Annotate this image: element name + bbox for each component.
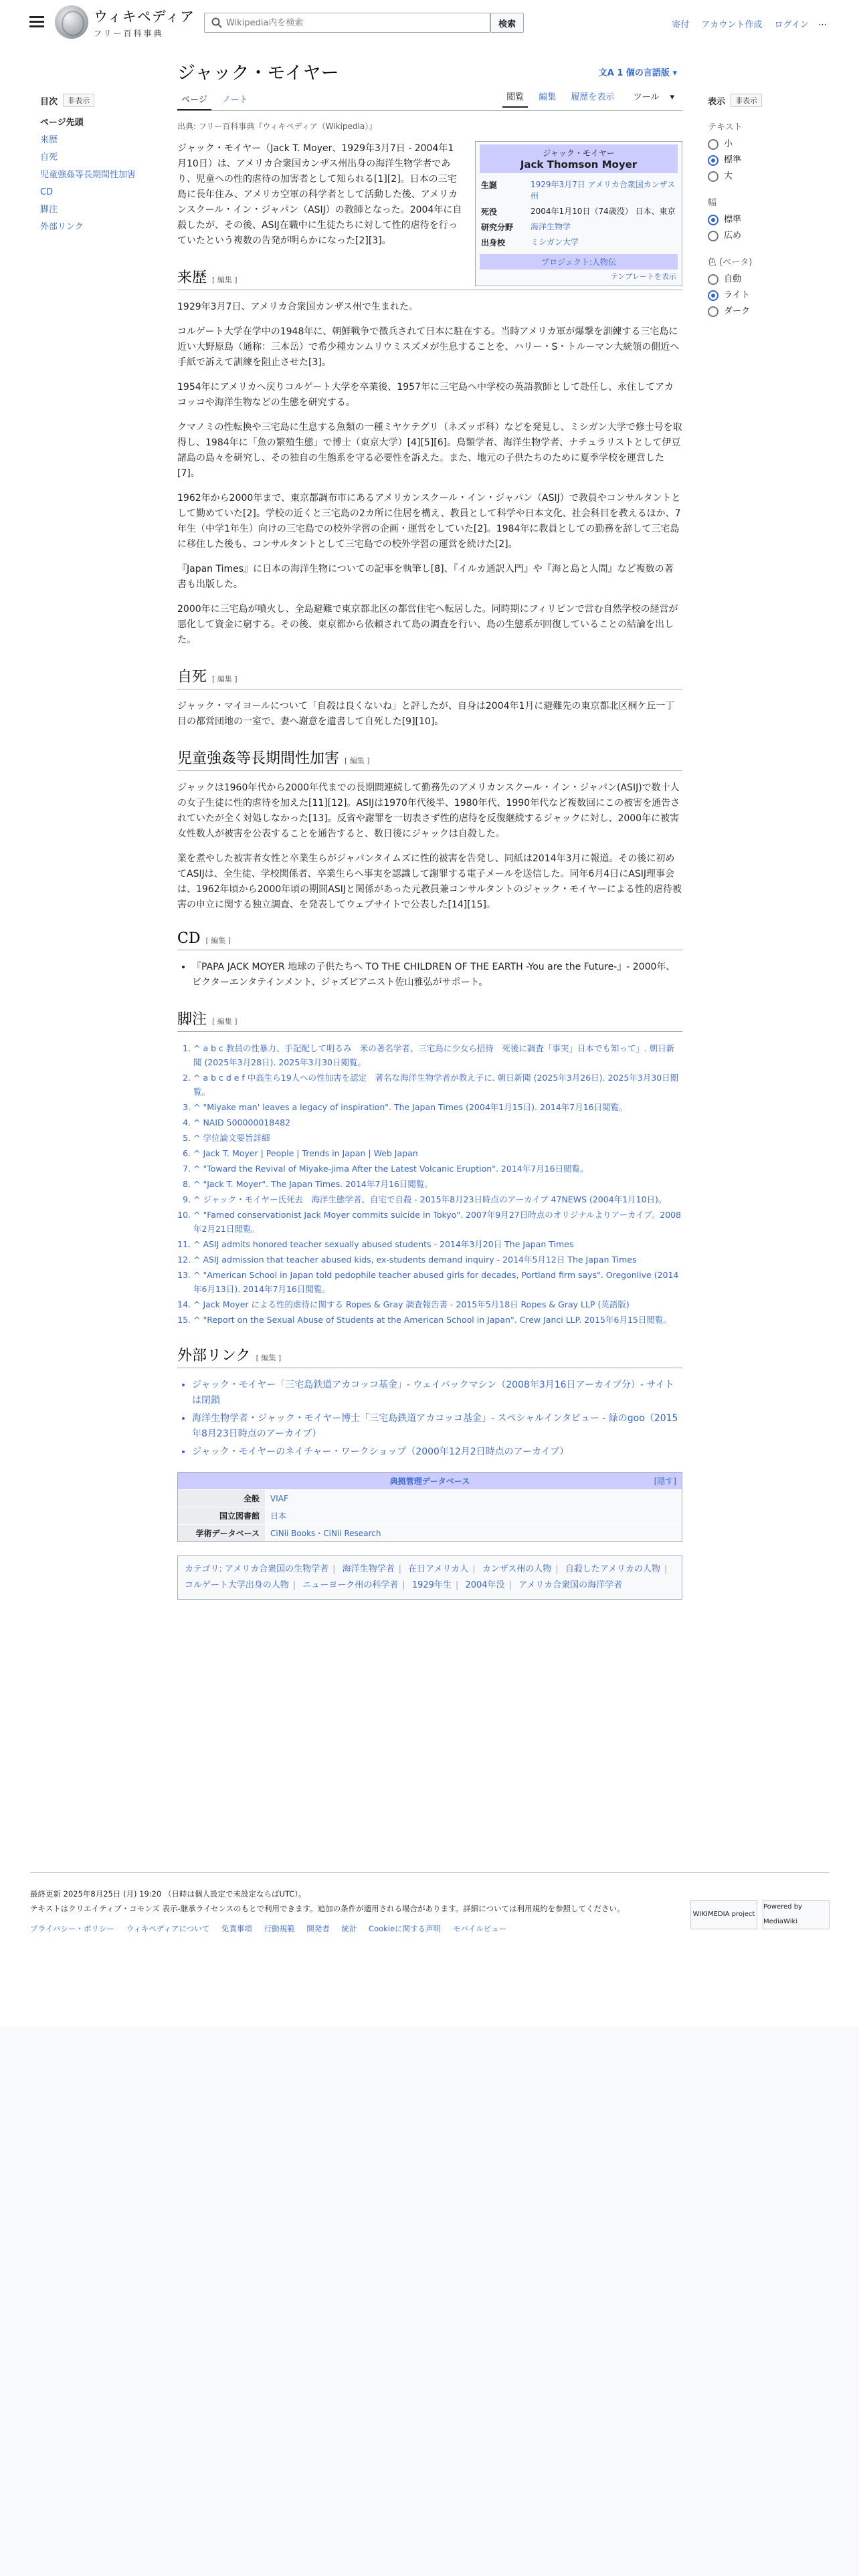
edit-link[interactable]: [ 編集 ] — [256, 1354, 282, 1362]
text-size-label: テキスト — [708, 122, 743, 132]
edit-link[interactable]: [ 編集 ] — [345, 756, 370, 765]
text-size-small[interactable]: 小 — [708, 136, 828, 152]
reference-item[interactable]: 10. ^ "Famed conservationist Jack Moyer commits suicide in Tokyo". 2007年9月27日時点のオリジナルよりアーカイブ。2008年2月21日閲覧。 — [193, 1208, 682, 1236]
reference-item[interactable]: 4. ^ NAID 500000018482 — [193, 1115, 682, 1130]
authority-title[interactable]: 典拠管理データベース — [389, 1477, 470, 1486]
paragraph: 1962年から2000年まで、東京都調布市にあるアメリカンスクール・イン・ジャパン（ASIJ）で教員やコンサルタントとして勤めていた[2]。学校の近くと三宅島の2カ所に住居を構え、教員として科学や日本文化、社会科目を教えるほか、7年生（中学1年生）向けの三宅島での校外学習の企画・運営をしていた[2]。1984年に教員としての勤務を辞して三宅島に移住した後も、コンサルタントとして三宅島での校外学習の運営を続けた[2]。 — [177, 493, 681, 550]
authority-row: 国立図書館 日本 — [178, 1507, 682, 1525]
reference-item[interactable]: 7. ^ "Toward the Revival of Miyake-jima After the Latest Volcanic Eruption". 2014年7月16日閲覧。 — [193, 1162, 682, 1176]
section-cd-heading: CD [ 編集 ] — [177, 930, 682, 950]
wikipedia-globe-icon — [55, 5, 88, 39]
reference-item[interactable]: 12. ^ ASIJ admission that teacher abused kids, ex-students demand inquiry - 2014年5月12日 The Japan Times — [193, 1253, 682, 1267]
paragraph: 『Japan Times』に日本の海洋生物についての記事を執筆し[8]、『イルカ通訳入門』や『海と島と人間』など複数の著書も出版した。 — [177, 564, 674, 590]
toc-item-kyakuchu[interactable]: 脚注 — [40, 205, 58, 215]
reference-item[interactable]: 5. ^ 学位論文要旨詳細 — [193, 1131, 682, 1145]
category-link[interactable]: 自殺したアメリカの人物 — [565, 1564, 660, 1574]
footer-link[interactable]: 開発者 — [306, 1924, 330, 1933]
tab-history[interactable]: 履歴を表示 — [571, 92, 615, 102]
paragraph: ジャックは1960年代から2000年代までの長期間連続して勤務先のアメリカンスクール・イン・ジャパン(ASIJ)で数十人の女子生徒に性的虐待を加えた[11][12]。ASIJは1970年代後半、1980年代、1990年代など複数回にこの被害を通告されていたが全く対処しなかった[13]。反省や謝罪を一切表さず性的虐待を反復継続するジャックに対し、2000年に被害女性数人が被害を公表することを通告すると、数日後にジャックは自殺した。 — [177, 782, 680, 839]
color-label: 色 (ベータ) — [708, 257, 753, 267]
tab-page[interactable]: ページ — [177, 92, 211, 110]
infobox-row: 生誕 1929年3月7日 アメリカ合衆国カンザス州 — [481, 180, 676, 201]
tab-talk[interactable]: ノート — [221, 95, 248, 105]
toc-hide-button[interactable]: 非表示 — [63, 94, 94, 107]
site-logo[interactable] — [55, 5, 195, 39]
reference-item[interactable]: 11. ^ ASIJ admits honored teacher sexually abused students - 2014年3月20日 The Japan Times — [193, 1237, 682, 1251]
edit-link[interactable]: [ 編集 ] — [212, 1017, 237, 1026]
reference-item[interactable]: 2. ^ a b c d e f 中高生ら19人への性加害を認定 著名な海洋生物学者が教え子に. 朝日新聞 (2025年3月26日). 2025年3月30日閲覧。 — [193, 1071, 682, 1099]
language-button[interactable]: 文A 1 個の言語版 ▾ — [598, 68, 677, 78]
more-options-icon[interactable]: ⋯ — [818, 20, 827, 30]
text-size-standard[interactable]: 標準 — [708, 152, 828, 169]
mediawiki-badge[interactable]: Powered by MediaWiki — [763, 1900, 830, 1929]
section-kagai-heading: 児童強姦等長期間性加害 [ 編集 ] — [177, 747, 682, 771]
translate-icon: 文A — [598, 68, 617, 78]
reference-item[interactable]: 13. ^ "American School in Japan told pedophile teacher abused girls for decades, Portland firm says". Oregonlive (2014年6月13日). 2014年7月16日閲覧。 — [193, 1268, 682, 1296]
footer-link[interactable]: ウィキペディアについて — [126, 1924, 210, 1933]
search-icon — [211, 17, 222, 28]
footer-link[interactable]: Cookieに関する声明 — [369, 1924, 442, 1933]
edit-link[interactable]: [ 編集 ] — [205, 936, 231, 945]
color-auto[interactable]: 自動 — [708, 272, 828, 288]
intro-paragraph: ジャック・モイヤー（Jack T. Moyer、1929年3月7日 - 2004年1月10日）は、アメリカ合衆国カンザス州出身の海洋生物学者であり、児童への性的虐待の加害者として知られる[1][2]。日本の三宅島に長年住み、アメリカ空軍の科学者として活動した後、アメリカンスクール・イン・ジャパン（ASIJ）の教師となった。2004年に自殺したが、その後、ASIJ在職中に生徒たちに対して性的虐待を行っていたという複数の告発が明らかになった[2][3]。 — [177, 143, 462, 246]
wikimedia-badge[interactable]: WIKIMEDIA project — [690, 1900, 757, 1929]
paragraph: ジャック・マイヨールについて「自殺は良くないね」と評したが、自身は2004年1月に避難先の東京都北区桐ケ丘一丁目の都営団地の一室で、妻へ謝意を遺書して自死した[9][10]。 — [177, 701, 675, 727]
category-link[interactable]: コルゲート大学出身の人物 — [185, 1580, 289, 1590]
paragraph: 2000年に三宅島が噴火し、全島避難で東京都北区の都営住宅へ転居した。同時期にフィリピンで営む自然学校の経営が悪化して資金に窮する。その後、東京都から依頼されて島の調査を行い、島の生態系が回復していることの結論を出した。 — [177, 604, 678, 645]
paragraph: 1929年3月7日、アメリカ合衆国カンザス州で生まれた。 — [177, 302, 418, 312]
appearance-title: 表示 — [708, 96, 726, 107]
reference-item[interactable]: 1. ^ a b c 教員の性暴力、手記配して明るみ 米の著名学者、三宅島に少女ら招待 死後に調査「事実」日本でも知って」. 朝日新聞 (2025年3月28日). 2025年3月30日閲覧。 — [193, 1041, 682, 1069]
authority-control-box — [177, 1472, 682, 1542]
paragraph: 業を煮やした被害者女性と卒業生らがジャパンタイムズに性的被害を告発し、同紙は2014年3月に報道。その後に初めてASIJは、全生徒、学校関係者、卒業生らへ事実を認識して謝罪する電子メールを送信した。同年6月4日にASIJ理事会は、1962年頃から2000年頃の期間ASIJと関係があった元教員兼コンサルタントのジャック・モイヤーによる性的虐待被害の申立に関する独立調査、を発表してウェブサイトで公表した[14][15]。 — [177, 853, 682, 910]
paragraph: 1954年にアメリカへ戻りコルゲート大学を卒業後、1957年に三宅島へ中学校の英語教師として赴任し、永住してアカコッコや海洋生物などの生態を研究する。 — [177, 382, 674, 408]
source-note: 出典: フリー百科事典『ウィキペディア（Wikipedia）』 — [177, 122, 377, 131]
text-size-large[interactable]: 大 — [708, 169, 828, 185]
logo-subtitle: フリー百科事典 — [94, 28, 164, 38]
color-light[interactable]: ライト — [708, 288, 828, 304]
toc-item-jishi[interactable]: 自死 — [40, 152, 58, 163]
toc-item-cd[interactable]: CD — [40, 187, 54, 197]
paragraph: コルゲート大学在学中の1948年に、朝鮮戦争で徴兵されて日本に駐在する。当時アメリカ軍が爆撃を訓練する三宅島に近い大野原島（通称：三本岳）で希少種カンムリウミスズメが生息することを、ハリー・S・トルーマン大統領の側近へ手紙で訴えて訓練を阻止させた[3]。 — [177, 326, 680, 368]
search-box — [204, 13, 490, 33]
category-link[interactable]: ニューヨーク州の科学者 — [302, 1580, 399, 1590]
category-link[interactable]: 1929年生 — [411, 1580, 452, 1590]
last-updated: 最終更新 2025年8月25日 (月) 19:20 （日時は個人設定で未設定ならばUTC）。 — [30, 1889, 306, 1899]
reference-item[interactable]: 3. ^ "Miyake man' leaves a legacy of inspiration". The Japan Times (2004年1月15日). 2014年7月16日閲覧。 — [193, 1100, 682, 1114]
width-wide[interactable]: 広め — [708, 228, 828, 244]
infobox-name-ja: ジャック・モイヤー — [543, 148, 615, 158]
appearance-panel — [708, 92, 828, 320]
footer-link[interactable]: 統計 — [341, 1924, 357, 1933]
section-gaibu-heading: 外部リンク [ 編集 ] — [177, 1344, 682, 1368]
category-link[interactable]: 在日アメリカ人 — [408, 1564, 469, 1574]
reference-item[interactable]: 14. ^ Jack Moyer による性的虐待に関する Ropes & Gray 調査報告書 - 2015年5月18日 Ropes & Gray LLP (英語版) — [193, 1297, 682, 1311]
tab-edit[interactable]: 編集 — [539, 92, 557, 102]
main-content — [177, 59, 682, 1600]
donate-link[interactable]: 寄付 — [672, 20, 690, 30]
infobox-row: 研究分野 海洋生物学 — [481, 222, 571, 232]
color-dark[interactable]: ダーク — [708, 304, 828, 320]
category-box: カテゴリ: アメリカ合衆国の生物学者 | 海洋生物学者 | 在日アメリカ人 | カンザス州の人物 | 自殺したアメリカの人物 | コルゲート大学出身の人物 | ニューヨーク州の科学者 | 1929年生 | 2004年没 | アメリカ合衆国の海洋学者 — [177, 1555, 682, 1600]
page-tabs — [177, 88, 682, 111]
edit-link[interactable]: [ 編集 ] — [212, 675, 237, 683]
category-link[interactable]: 2004年没 — [465, 1580, 505, 1590]
table-of-contents — [40, 92, 154, 236]
search-input[interactable] — [226, 18, 474, 28]
authority-toggle[interactable]: [隠す] — [654, 1477, 676, 1486]
external-link-item[interactable]: • ジャック・モイヤー「三宅島鉄道アカコッコ基金」- ウェイバックマシン（2008年3月16日アーカイブ分）- サイトは閉鎖 — [192, 1378, 682, 1408]
external-link-item[interactable]: • 海洋生物学者・ジャック・モイヤー博士「三宅島鉄道アカコッコ基金」- スペシャルインタビュー - 緑のgoo（2015年8月23日時点のアーカイブ） — [192, 1411, 682, 1442]
site-header — [0, 0, 859, 47]
footer-link[interactable]: 行動規範 — [264, 1924, 295, 1933]
authority-row: 学術データベース CiNii Books・CiNii Research — [178, 1525, 682, 1542]
authority-row: 全般 VIAF — [178, 1490, 682, 1507]
category-link[interactable]: アメリカ合衆国の生物学者 — [225, 1564, 329, 1574]
section-rekishi-heading: 来歴 [ 編集 ] — [177, 266, 682, 290]
login-link[interactable]: ログイン — [774, 20, 809, 30]
reference-item[interactable]: 15. ^ "Report on the Sexual Abuse of Students at the American School in Japan". Crew Janci LLP. 2015年6月15日閲覧。 — [193, 1313, 682, 1327]
categories-label[interactable]: カテゴリ: — [185, 1564, 222, 1574]
toc-item-top[interactable]: ページ先頭 — [40, 118, 84, 128]
page-title: ジャック・モイヤー — [177, 63, 339, 84]
footer-link[interactable]: モバイルビュー — [452, 1924, 507, 1933]
external-link-item[interactable]: • ジャック・モイヤーのネイチャー・ワークショップ（2000年12月2日時点のアーカイブ） — [192, 1444, 682, 1460]
tab-read[interactable]: 閲覧 — [502, 90, 528, 108]
section-jishi-heading: 自死 [ 編集 ] — [177, 665, 682, 689]
category-link[interactable]: カンザス州の人物 — [482, 1564, 552, 1574]
toc-item-kagai[interactable]: 児童強姦等長期間性加害 — [40, 170, 136, 180]
toc-item-rekishi[interactable]: 来歴 — [40, 135, 58, 145]
infobox-row: 出身校 ミシガン大学 — [481, 237, 579, 247]
tab-tools[interactable]: ツール ▾ — [633, 92, 674, 102]
infobox-row: 死没 2004年1月10日（74歳没） 日本、東京 — [481, 207, 676, 217]
reference-item[interactable]: 9. ^ ジャック・モイヤー氏死去 海洋生態学者、自宅で自殺 - 2015年8月23日時点のアーカイブ 47NEWS (2004年1月10日)。 — [193, 1192, 682, 1206]
infobox-project-link[interactable]: プロジェクト:人物伝 — [480, 254, 678, 270]
create-account-link[interactable]: アカウント作成 — [701, 20, 763, 30]
width-standard[interactable]: 標準 — [708, 212, 828, 228]
user-links — [662, 17, 827, 30]
width-label: 幅 — [708, 198, 717, 208]
paragraph: クマノミの性転換や三宅島に生息する魚類の一種ミヤケテグリ（ネズッポ科）などを発見し、ミシガン大学で修士号を取得し、1984年に「魚の繁殖生態」で博士（東京大学）[4][5][6]。鳥類学者、海洋生物学者、ナチュラリストとして伊豆諸島の島々を研究し、その独自の生態系を守る必要性を訴えた。また、地元の子供たちのために夏季学校を運営した[7]。 — [177, 422, 682, 479]
edit-link[interactable]: [ 編集 ] — [212, 276, 237, 284]
section-kyakuchu-heading: 脚注 [ 編集 ] — [177, 1008, 682, 1032]
reference-item[interactable]: 8. ^ "Jack T. Moyer". The Japan Times. 2014年7月16日閲覧。 — [193, 1177, 682, 1191]
main-menu-button[interactable] — [27, 13, 47, 31]
category-link[interactable]: 海洋生物学者 — [342, 1564, 395, 1574]
infobox-template-link[interactable]: テンプレートを表示 — [610, 272, 676, 281]
logo-title: ウィキペディア — [94, 8, 195, 25]
footer-link[interactable]: プライバシー・ポリシー — [30, 1924, 114, 1933]
page-bottom-background — [0, 2026, 859, 2576]
list-item: • 『PAPA JACK MOYER 地球の子供たちへ TO THE CHILDREN OF THE EARTH -You are the Future-』- 2000年、ビクターエンタテインメント、ジャズピアニスト佐山雅弘がサポート。 — [192, 960, 682, 990]
toc-title: 目次 — [40, 96, 58, 107]
infobox — [475, 141, 682, 286]
footer-link[interactable]: 免責事項 — [221, 1924, 252, 1933]
search-button[interactable]: 検索 — [490, 13, 524, 33]
toc-item-gaibu[interactable]: 外部リンク — [40, 222, 84, 232]
page-footer — [30, 1872, 830, 1936]
reference-list — [193, 1041, 682, 1327]
license-text: テキストはクリエイティブ・コモンズ 表示-継承ライセンスのもとで利用できます。追加の条件が適用される場合があります。詳細については利用規約を参照してください。 — [30, 1904, 625, 1913]
infobox-name-en: Jack Thomson Moyer — [520, 158, 638, 171]
appearance-hide-button[interactable]: 非表示 — [731, 94, 762, 107]
category-link[interactable]: アメリカ合衆国の海洋学者 — [518, 1580, 623, 1590]
reference-item[interactable]: 6. ^ Jack T. Moyer | People | Trends in Japan | Web Japan — [193, 1146, 682, 1160]
